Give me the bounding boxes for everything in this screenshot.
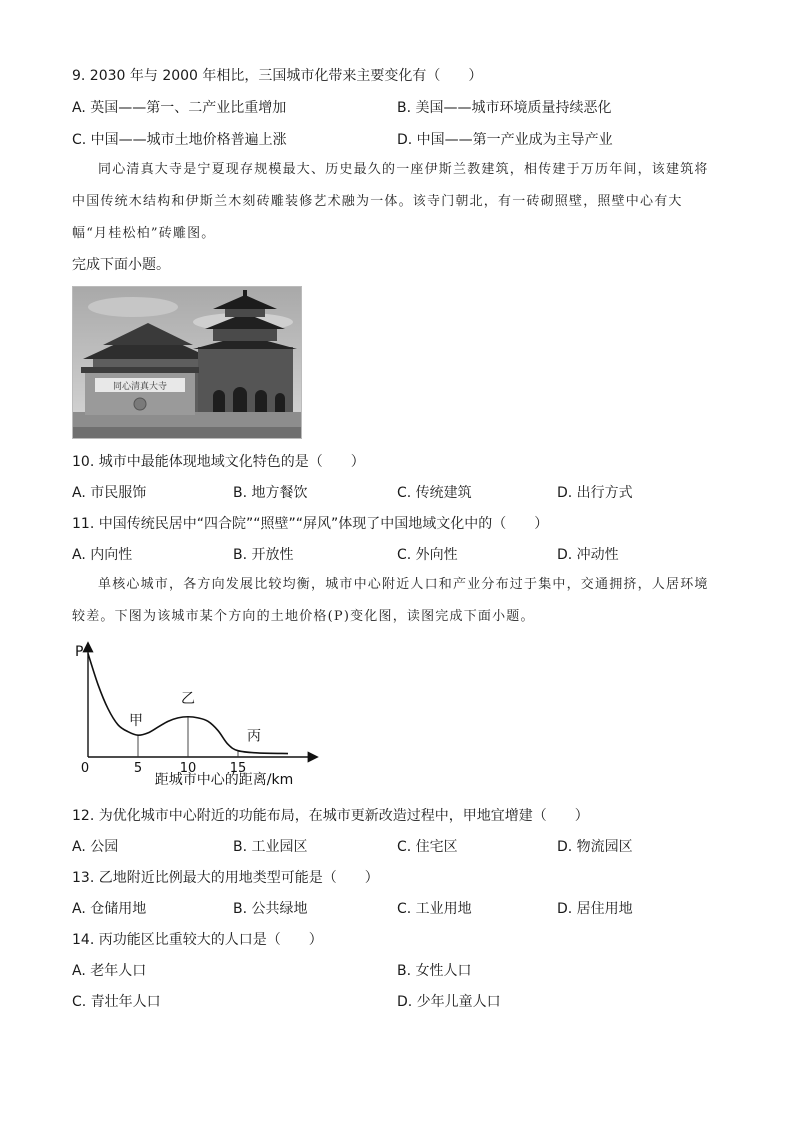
q10-option-a: A. 市民服饰 <box>72 485 147 501</box>
mosque-signboard: 同心清真大寺 <box>112 382 168 392</box>
q14-option-d: D. 少年儿童人口 <box>397 994 501 1010</box>
q10-stem: 10. 城市中最能体现地域文化特色的是（ ） <box>72 454 365 470</box>
q12-option-c: C. 住宅区 <box>397 839 458 855</box>
x-axis-label: 距城市中心的距离/km <box>154 772 294 788</box>
q12-option-a: A. 公园 <box>72 839 119 855</box>
q9-option-c: C. 中国——城市土地价格普遍上涨 <box>72 132 287 148</box>
land-price-chart <box>66 638 366 790</box>
q13-option-a: A. 仓储用地 <box>72 901 147 917</box>
q13-stem: 13. 乙地附近比例最大的用地类型可能是（ ） <box>72 870 379 886</box>
mosque-illustration <box>73 287 301 438</box>
q13-option-b: B. 公共绿地 <box>233 901 308 917</box>
q14-option-b: B. 女性人口 <box>397 963 472 979</box>
q14-stem: 14. 丙功能区比重较大的人口是（ ） <box>72 932 323 948</box>
q9-option-a: A. 英国——第一、二产业比重增加 <box>72 100 287 116</box>
passage-mosque <box>72 154 718 250</box>
passage-city <box>72 569 718 633</box>
q9-option-d: D. 中国——第一产业成为主导产业 <box>397 132 613 148</box>
q12-option-b: B. 工业园区 <box>233 839 308 855</box>
q11-option-c: C. 外向性 <box>397 547 458 563</box>
x-tick-label: 10 <box>179 761 197 776</box>
point-label: 丙 <box>247 728 261 745</box>
q10-option-c: C. 传统建筑 <box>397 485 472 501</box>
q13-option-d: D. 居住用地 <box>557 901 633 917</box>
passage-mosque-text: 同心清真大寺是宁夏现存规模最大、历史最久的一座伊斯兰教建筑，相传建于万历年间，该建筑将中国传统木结构和伊斯兰木刻砖雕装修艺术融为一体。该寺门朝北，有一砖砌照壁，照壁中心有大幅“月桂松柏”砖雕图。 <box>72 162 709 241</box>
land-price-chart-svg <box>66 638 366 790</box>
q12-option-d: D. 物流园区 <box>557 839 633 855</box>
q12-stem: 12. 为优化城市中心附近的功能布局，在城市更新改造过程中，甲地宜增建（ ） <box>72 808 589 824</box>
instruction: 完成下面小题。 <box>72 257 170 273</box>
q11-option-d: D. 冲动性 <box>557 547 619 563</box>
point-label: 乙 <box>181 690 195 707</box>
q11-option-a: A. 内向性 <box>72 547 133 563</box>
y-axis-label: P <box>75 644 84 660</box>
passage-city-text: 单核心城市，各方向发展比较均衡，城市中心附近人口和产业分布过于集中，交通拥挤，人居环境较差。下图为该城市某个方向的土地价格(P)变化图，读图完成下面小题。 <box>72 577 709 624</box>
q9-stem: 9. 2030 年与 2000 年相比，三国城市化带来主要变化有（ ） <box>72 68 483 84</box>
q10-option-b: B. 地方餐饮 <box>233 485 308 501</box>
q13-option-c: C. 工业用地 <box>397 901 472 917</box>
mosque-photo <box>72 286 302 439</box>
q10-option-d: D. 出行方式 <box>557 485 633 501</box>
q11-stem: 11. 中国传统民居中“四合院”“照壁”“屏风”体现了中国地域文化中的（ ） <box>72 516 549 532</box>
x-tick-label: 5 <box>133 761 143 776</box>
x-tick-label: 15 <box>229 761 247 776</box>
q9-option-b: B. 美国——城市环境质量持续恶化 <box>397 100 612 116</box>
q11-option-b: B. 开放性 <box>233 547 294 563</box>
q14-option-a: A. 老年人口 <box>72 963 147 979</box>
point-label: 甲 <box>129 713 143 730</box>
x-tick-label: 0 <box>80 761 90 776</box>
q14-option-c: C. 青壮年人口 <box>72 994 161 1010</box>
